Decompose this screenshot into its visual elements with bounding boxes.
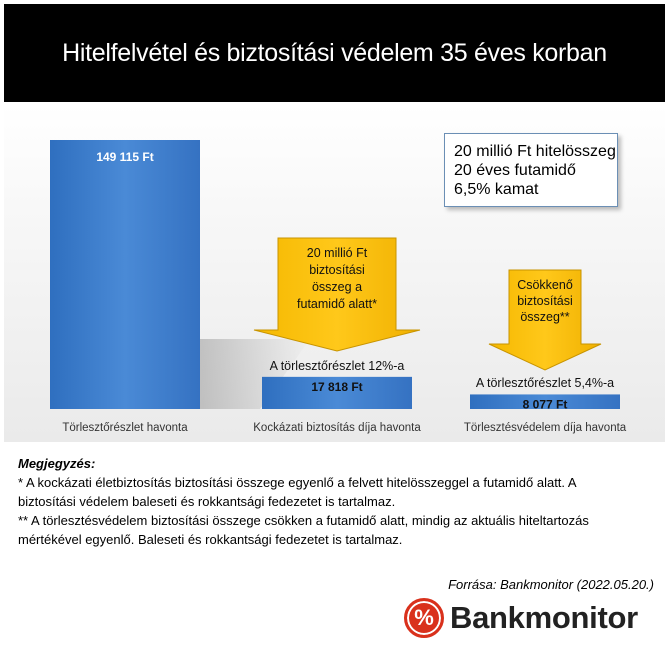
note-line: * A kockázati életbiztosítás biztosítási összege egyenlő a felvett hitelösszeggel a futamidő alatt. A — [18, 475, 577, 490]
percent-icon: % — [404, 598, 444, 638]
category-label: Törlesztésvédelem díja havonta — [463, 422, 627, 434]
percent-annotation: A törlesztőrészlet 12%-a — [269, 359, 405, 373]
logo-text: Bankmonitor — [450, 600, 638, 635]
note-section — [18, 454, 648, 549]
percent-annotation: A törlesztőrészlet 5,4%-a — [475, 376, 615, 390]
callout-text: Csökkenő — [517, 278, 573, 292]
callout-text: 20 millió Ft — [306, 246, 368, 260]
category-label: Kockázati biztosítás díja havonta — [253, 422, 421, 434]
callout-text: összeg a — [311, 280, 363, 294]
info-line: 6,5% kamat — [454, 181, 539, 198]
note-line: biztosítási védelem baleseti és rokkantsági fedezetet is tartalmaz. — [18, 494, 396, 509]
bar — [50, 140, 200, 409]
bar-value-label: 149 115 Ft — [96, 150, 154, 164]
loan-info-box — [444, 133, 618, 207]
source-text: Forrása: Bankmonitor (2022.05.20.) — [448, 577, 654, 592]
callout-text: futamidő alatt* — [297, 297, 377, 311]
info-line: 20 éves futamidő — [454, 162, 576, 179]
callout-text: biztosítási — [517, 294, 573, 308]
bar-value-label: 8 077 Ft — [522, 397, 568, 412]
callout-text: biztosítási — [309, 263, 365, 277]
note-heading: Megjegyzés: — [18, 456, 96, 471]
chart-title: Hitelfelvétel és biztosítási védelem 35 éves korban — [4, 4, 665, 102]
note-line: ** A törlesztésvédelem biztosítási összege csökken a futamidő alatt, mindig az aktuális hiteltartozás — [18, 513, 589, 528]
callout-text: összeg** — [520, 310, 570, 324]
note-line: mértékével egyenlő. Baleseti és rokkantsági fedezetet is tartalmaz. — [18, 532, 403, 547]
bar-value-label: 17 818 Ft — [311, 379, 363, 394]
info-line: 20 millió Ft hitelösszeg — [454, 143, 616, 160]
category-label: Törlesztőrészlet havonta — [62, 422, 188, 434]
bankmonitor-logo — [404, 598, 638, 638]
